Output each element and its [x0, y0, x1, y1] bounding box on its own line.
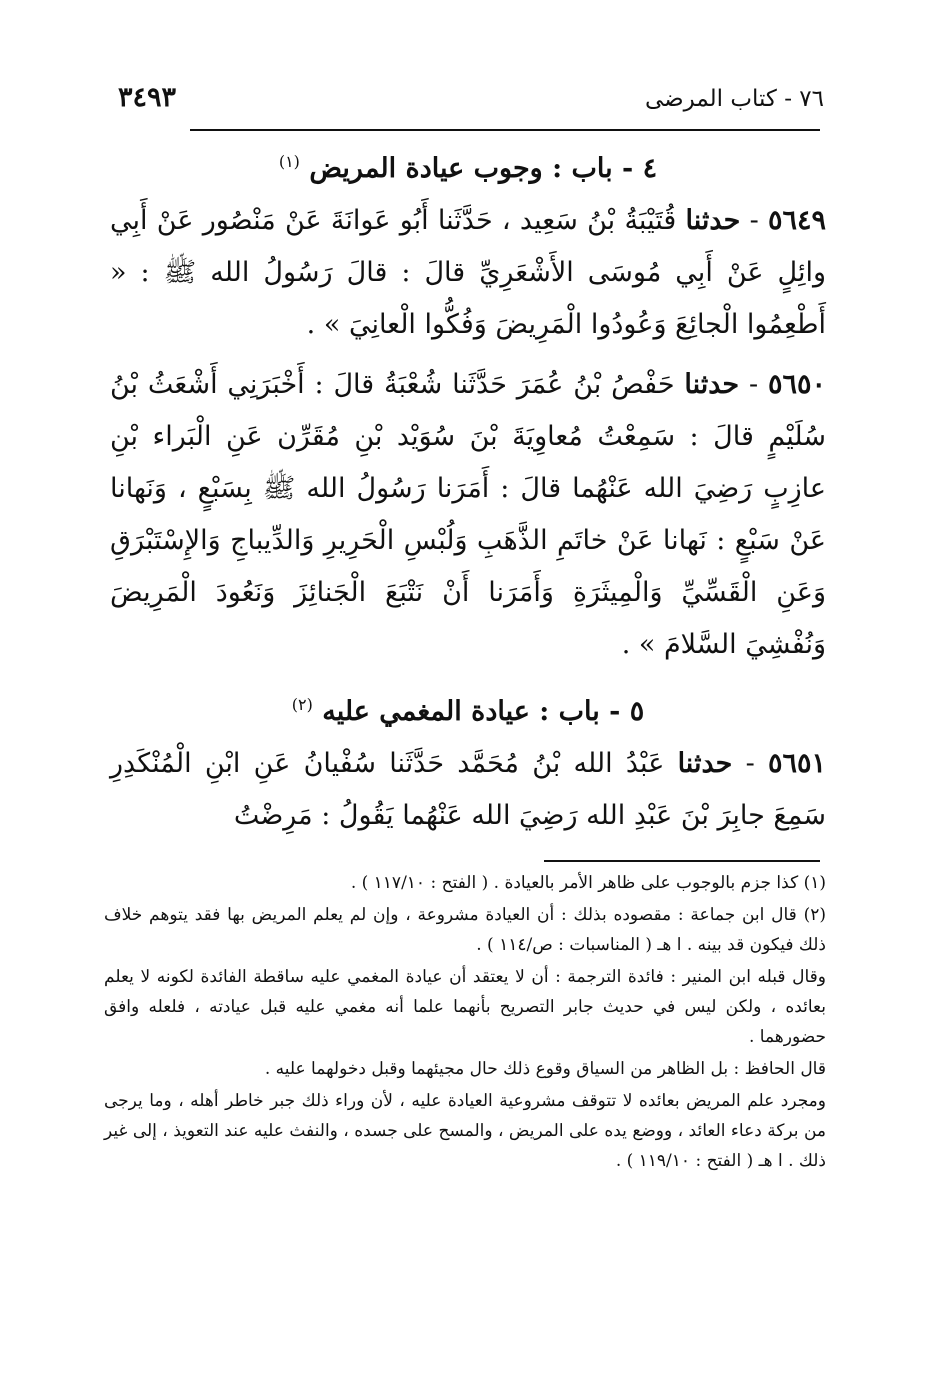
footnote-marker: (١): [278, 152, 300, 171]
hadith-5651: ٥٦٥١ - حدثنا عَبْدُ الله بْنُ مُحَمَّد حَدَّثَنا سُفْيانُ عَنِ ابْنِ الْمُنْكَدِرِ سَمِعَ جابِرَ بْنَ عَبْدِ الله رَضِيَ الله عَنْهُما يَقُولُ : مَرِضْتُ: [110, 748, 826, 831]
footnotes: [104, 868, 826, 1178]
chapter-title: ٧٦ - كتاب المرضى: [644, 86, 824, 112]
footnote: ومجرد علم المريض بعائده لا تتوقف مشروعية العيادة عليه ، لأن وراء ذلك جبر خاطر أهله ، وما يرجى من بركة دعاء العائد ، ووضع يده على المريض ، والمسح على جسده ، والنفث عليه عند التعويذ ، إلى غير ذلك . ا هـ ( الفتح : ١١٩/١٠ ) .: [104, 1091, 826, 1171]
section-heading-text: ٤ - باب : وجوب عيادة المريض: [309, 153, 658, 184]
hadith-5650: ٥٦٥٠ - حدثنا حَفْصُ بْنُ عُمَرَ حَدَّثَنا شُعْبَةُ قالَ : أَخْبَرَنِي أَشْعَثُ بْنُ سُلَيْمٍ قالَ : سَمِعْتُ مُعاوِيَةَ بْنَ سُوَيْد بْنِ مُقَرِّن عَنِ الْبَراء بْنِ عازِبٍ رَضِيَ الله عَنْهُما قالَ : أَمَرَنا رَسُولُ الله ﷺ بِسَبْعٍ ، وَنَهانا عَنْ سَبْعٍ : نَهانا عَنْ خاتَمِ الذَّهَبِ وَلُبْسِ الْحَرِيرِ وَالدِّيباجِ وَالإِسْتَبْرَقِ وَعَنِ الْقَسِّيِّ وَالْمِيثَرَةِ وَأَمَرَنا أَنْ نَتْبَعَ الْجَنائِزَ وَنَعُودَ الْمَرِيضَ وَنُفْشِيَ السَّلامَ » .: [110, 369, 826, 660]
hadith-number: ٥٦٥٠: [767, 369, 826, 400]
hadith-5649: ٥٦٤٩ - حدثنا قُتَيْبَةُ بْنُ سَعِيد ، حَدَّثَنا أَبُو عَوانَةَ عَنْ مَنْصُور عَنْ أَبِي وائِلٍ عَنْ أَبِي مُوسَى الأَشْعَرِيِّ قالَ : قالَ رَسُولُ الله ﷺ : « أَطْعِمُوا الْجائِعَ وَعُودُوا الْمَرِيضَ وَفُكُّوا الْعانِيَ » .: [110, 205, 826, 340]
section-heading-1: [110, 136, 826, 195]
hadith-text: عَبْدُ الله بْنُ مُحَمَّد حَدَّثَنا سُفْيانُ عَنِ ابْنِ الْمُنْكَدِرِ سَمِعَ جابِرَ بْنَ عَبْدِ الله رَضِيَ الله عَنْهُما يَقُولُ : مَرِضْتُ: [110, 748, 826, 831]
section-heading-text: ٥ - باب : عيادة المغمي عليه: [322, 696, 645, 727]
footnote-marker: (٢): [291, 695, 313, 714]
hadith-number: ٥٦٤٩: [767, 205, 826, 236]
hadith-intro: حدثنا: [685, 205, 741, 236]
footnote: وقال قبله ابن المنير : فائدة الترجمة : أن لا يعتقد أن عيادة المغمي عليه ساقطة الفائدة لكونه لا يعلم بعائده ، ولكن ليس في حديث جابر التصريح بأنهما علما أنه مغمي عليه قبل عيادته ، فلعله وافق حضورهما .: [104, 967, 826, 1047]
hadith-number: ٥٦٥١: [767, 748, 826, 779]
footnote: (٢) قال ابن جماعة : مقصوده بذلك : أن العيادة مشروعة ، وإن لم يعلم المريض بها فقد يتوهم خلاف ذلك فيكون قد بينه . ا هـ ( المناسبات : ص/١١٤ ) .: [104, 905, 826, 955]
footnote: (١) كذا جزم بالوجوب على ظاهر الأمر بالعيادة . ( الفتح : ١١٧/١٠ ) .: [350, 873, 826, 893]
hadith-intro: حدثنا: [684, 369, 740, 400]
running-header: [118, 82, 824, 122]
hadith-intro: حدثنا: [677, 748, 733, 779]
footnote: قال الحافظ : بل الظاهر من السياق وقوع ذلك حال مجيئهما وقبل دخولهما عليه .: [264, 1059, 826, 1079]
page-number: ٣٤٩٣: [118, 82, 177, 113]
main-text: [110, 136, 826, 842]
section-heading-2: [110, 679, 826, 738]
hadith-text: قُتَيْبَةُ بْنُ سَعِيد ، حَدَّثَنا أَبُو عَوانَةَ عَنْ مَنْصُور عَنْ أَبِي وائِلٍ عَنْ أَبِي مُوسَى الأَشْعَرِيِّ قالَ : قالَ رَسُولُ الله ﷺ : « أَطْعِمُوا الْجائِعَ وَعُودُوا الْمَرِيضَ وَفُكُّوا الْعانِيَ » .: [110, 205, 826, 340]
header-divider: [190, 129, 820, 131]
hadith-text: حَفْصُ بْنُ عُمَرَ حَدَّثَنا شُعْبَةُ قالَ : أَخْبَرَنِي أَشْعَثُ بْنُ سُلَيْمٍ قالَ : سَمِعْتُ مُعاوِيَةَ بْنَ سُوَيْد بْنِ مُقَرِّن عَنِ الْبَراء بْنِ عازِبٍ رَضِيَ الله عَنْهُما قالَ : أَمَرَنا رَسُولُ الله ﷺ بِسَبْعٍ ، وَنَهانا عَنْ سَبْعٍ : نَهانا عَنْ خاتَمِ الذَّهَبِ وَلُبْسِ الْحَرِيرِ وَالدِّيباجِ وَالإِسْتَبْرَقِ وَعَنِ الْقَسِّيِّ وَالْمِيثَرَةِ وَأَمَرَنا أَنْ نَتْبَعَ الْجَنائِزَ وَنَعُودَ الْمَرِيضَ وَنُفْشِيَ السَّلامَ » .: [110, 369, 826, 660]
footnote-divider: [544, 860, 820, 862]
